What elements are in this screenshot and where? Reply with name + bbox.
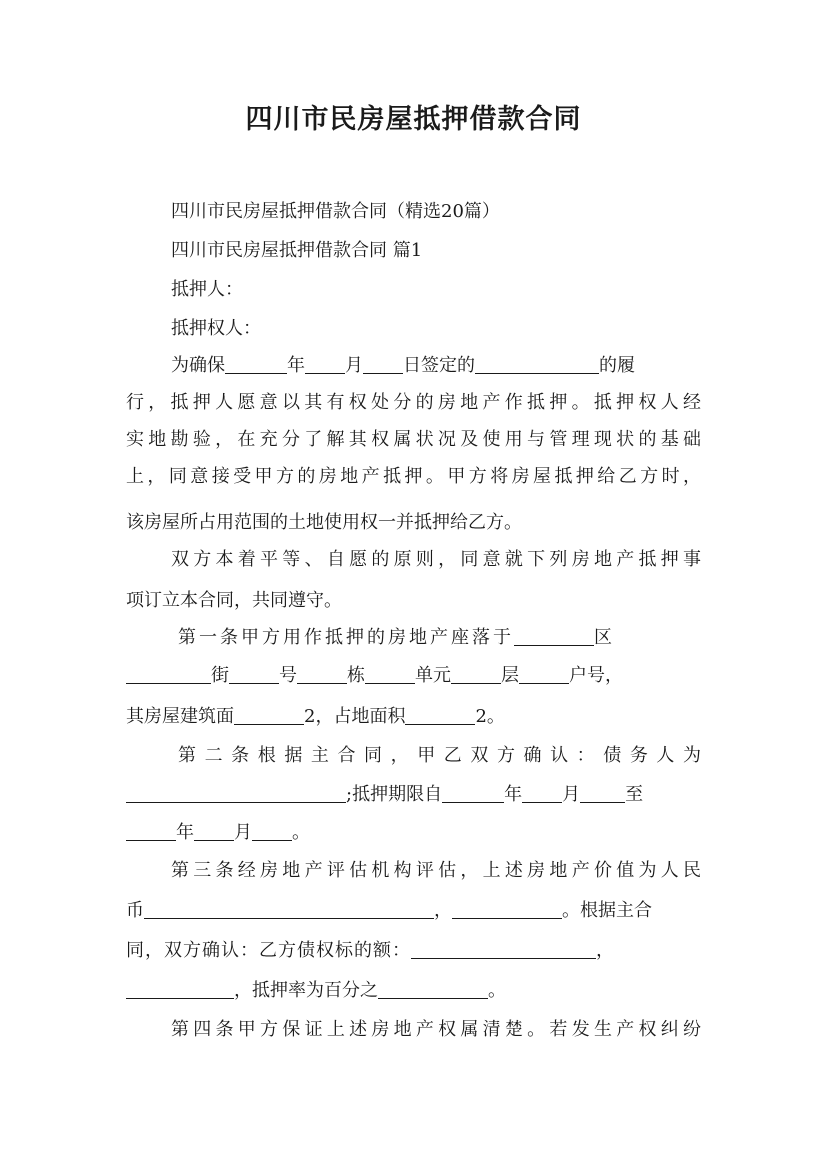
- blank-field: [514, 624, 594, 646]
- text-segment: ，: [434, 900, 452, 921]
- blank-field: [475, 352, 599, 374]
- blank-field: [234, 703, 304, 725]
- blank-field: [365, 662, 415, 684]
- text-segment: 层: [501, 665, 519, 686]
- blank-field: [378, 977, 488, 999]
- blank-field: [194, 819, 234, 841]
- blank-field: [225, 352, 287, 374]
- article-1-line: [126, 661, 701, 691]
- text-segment: 栋: [347, 665, 365, 686]
- paragraph-line: [171, 351, 701, 381]
- article-2-line: 第二条根据主合同，甲乙双方确认：债务人为: [178, 745, 701, 766]
- blank-field: [442, 781, 504, 803]
- page-title: 四川市民房屋抵押借款合同: [245, 104, 582, 135]
- paragraph-line: 上，同意接受甲方的房地产抵押。甲方将房屋抵押给乙方时，: [126, 466, 701, 487]
- text-segment: 年: [504, 784, 523, 805]
- text-segment: 2，占地面积: [304, 706, 406, 727]
- text-segment: 区: [594, 627, 615, 648]
- text-segment: 。: [292, 822, 310, 843]
- document-subtitle: 四川市民房屋抵押借款合同（精选20篇）: [171, 201, 500, 222]
- blank-field: [229, 662, 279, 684]
- text-segment: 号: [279, 665, 297, 686]
- text-segment: 月: [345, 355, 363, 376]
- text-segment: 同，双方确认：乙方债权标的额：: [126, 940, 411, 961]
- mortgagee-label: 抵押权人：: [171, 318, 261, 339]
- article-2-line: [126, 818, 701, 848]
- paragraph-line: 项订立本合同，共同遵守。: [126, 590, 342, 611]
- blank-field: [126, 977, 234, 999]
- blank-field: [411, 937, 596, 959]
- blank-field: [451, 662, 501, 684]
- article-3-line: [126, 976, 701, 1006]
- blank-field: [297, 662, 347, 684]
- article-2-line: [126, 780, 701, 810]
- text-segment: 月: [562, 784, 581, 805]
- blank-field: [405, 703, 475, 725]
- text-segment: 第一条甲方用作抵押的房地产座落于: [178, 627, 514, 648]
- blank-field: [144, 897, 434, 919]
- paragraph-line: 该房屋所占用范围的土地使用权一并抵押给乙方。: [126, 512, 522, 533]
- text-segment: 街: [211, 665, 229, 686]
- article-4-line: 第四条甲方保证上述房地产权属清楚。若发生产权纠纷: [171, 1019, 701, 1040]
- text-segment: ，: [596, 940, 614, 961]
- text-segment: 。根据主合: [562, 900, 652, 921]
- text-segment: 的履: [599, 355, 635, 376]
- blank-field: [305, 352, 345, 374]
- text-segment: 至: [625, 784, 644, 805]
- article-3-line: [126, 896, 701, 926]
- text-segment: 。: [488, 980, 506, 1001]
- blank-field: [452, 897, 562, 919]
- text-segment: ，抵押率为百分之: [234, 980, 378, 1001]
- blank-field: [252, 819, 292, 841]
- text-segment: 其房屋建筑面: [126, 706, 234, 727]
- text-segment: 年: [176, 822, 194, 843]
- paragraph-line: 行，抵押人愿意以其有权处分的房地产作抵押。抵押权人经: [126, 392, 701, 413]
- paragraph-line: 双方本着平等、自愿的原则，同意就下列房地产抵押事: [171, 549, 701, 570]
- blank-field: [522, 781, 562, 803]
- blank-field: [126, 662, 211, 684]
- blank-field: [363, 352, 403, 374]
- blank-field: [126, 819, 176, 841]
- article-1-line: [178, 623, 701, 653]
- text-segment: 币: [126, 900, 144, 921]
- text-segment: 户号，: [569, 665, 623, 686]
- blank-field: [519, 662, 569, 684]
- text-segment: 月: [234, 822, 252, 843]
- text-segment: 日签定的: [403, 355, 475, 376]
- text-segment: 为确保: [171, 355, 225, 376]
- section-heading: 四川市民房屋抵押借款合同 篇1: [171, 240, 423, 261]
- text-segment: 2。: [475, 706, 505, 727]
- article-3-line: 第三条经房地产评估机构评估，上述房地产价值为人民: [171, 860, 701, 881]
- article-3-line: [126, 936, 701, 966]
- paragraph-line: 实地勘验，在充分了解其权属状况及使用与管理现状的基础: [126, 429, 701, 450]
- text-segment: 年: [287, 355, 305, 376]
- blank-field: [126, 781, 346, 803]
- mortgagor-label: 抵押人：: [171, 279, 243, 300]
- article-1-line: [126, 702, 701, 732]
- text-segment: 单元: [415, 665, 451, 686]
- blank-field: [580, 781, 625, 803]
- text-segment: ;抵押期限自: [346, 784, 443, 805]
